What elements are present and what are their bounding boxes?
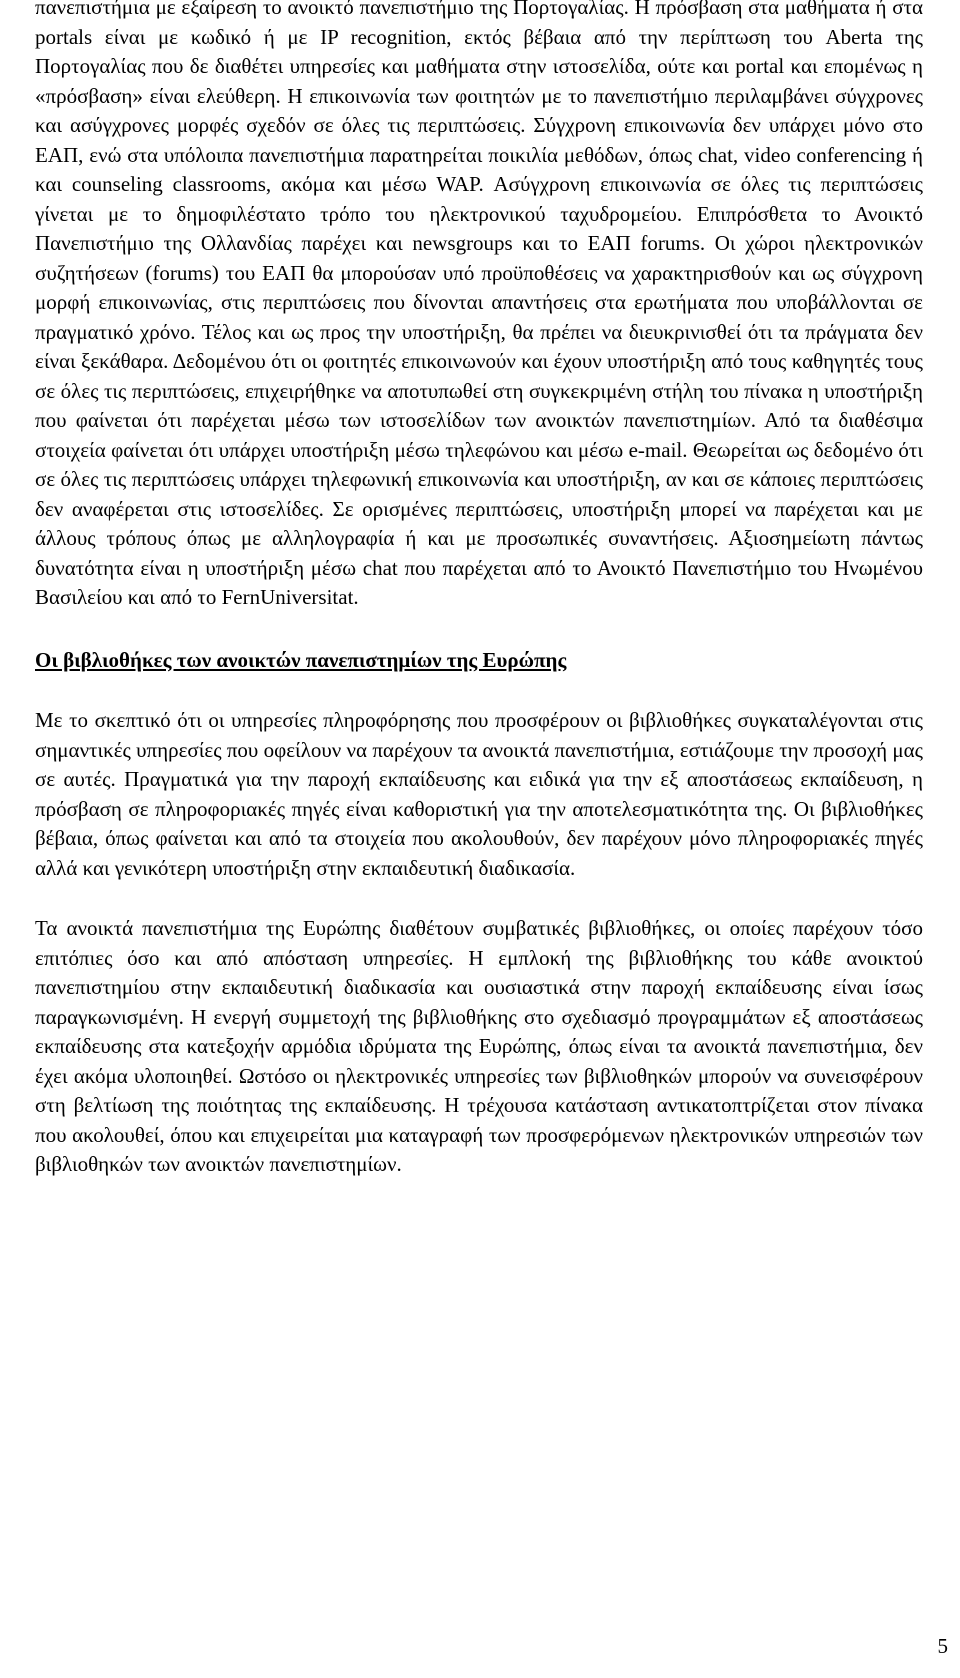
paragraph-open-universities-access: πανεπιστήμια με εξαίρεση το ανοικτό πανεπιστήμιο της Πορτογαλίας. Η πρόσβαση στα μαθήματα ή στα portals είναι με κωδικό ή με IP recognition, εκτός βέβαια από την περίπτωση του Aberta της Πορτογαλίας που δε διαθέτει υπηρεσίες και μαθήματα στην ιστοσελίδα, ούτε και portal και επομένως η «πρόσβαση» είναι ελεύθερη. Η επικοινωνία των φοιτητών με το πανεπιστήμιο περιλαμβάνει σύγχρονες και ασύγχρονες μορφές σχεδόν σε όλες τις περιπτώσεις. Σύγχρονη επικοινωνία δεν υπάρχει μόνο στο ΕΑΠ, ενώ στα υπόλοιπα πανεπιστήμια παρατηρείται ποικιλία μεθόδων, όπως chat, video conferencing ή και counseling classrooms, ακόμα και μέσω WAP. Ασύγχρονη επικοινωνία σε όλες τις περιπτώσεις γίνεται με το δημοφιλέστατο τρόπο του ηλεκτρονικού ταχυδρομείου. Επιπρόσθετα το Ανοικτό Πανεπιστήμιο της Ολλανδίας παρέχει και newsgroups και το ΕΑΠ forums. Οι χώροι ηλεκτρονικών συζητήσεων (forums) του ΕΑΠ θα μπορούσαν υπό προϋποθέσεις να χαρακτηρισθούν και ως σύγχρονη μορφή επικοινωνίας, στις περιπτώσεις που δίνονται απαντήσεις στα ερωτήματα που υποβάλλονται σε πραγματικό χρόνο. Τέλος και ως προς την υποστήριξη, θα πρέπει να διευκρινισθεί ότι τα πράγματα δεν είναι ξεκάθαρα. Δεδομένου ότι οι φοιτητές επικοινωνούν και έχουν υποστήριξη από τους καθηγητές τους σε όλες τις περιπτώσεις, επιχειρήθηκε να αποτυπωθεί στη συγκεκριμένη στήλη του πίνακα η υποστήριξη που φαίνεται ότι παρέχεται μέσω των ιστοσελίδων των ανοικτών πανεπιστημίων. Από τα διαθέσιμα στοιχεία φαίνεται ότι υπάρχει υποστήριξη μέσω τηλεφώνου και μέσω e-mail. Θεωρείται ως δεδομένο ότι σε όλες τις περιπτώσεις υπάρχει τηλεφωνική επικοινωνία και υποστήριξη, αν και σε κάποιες περιπτώσεις δεν αναφέρεται στις ιστοσελίδες. Σε ορισμένες περιπτώσεις, υποστήριξη μπορεί να παρέχεται και με άλλους τρόπους όπως με αλληλογραφία ή και με προσωπικές συναντήσεις. Αξιοσημείωτη πάντως δυνατότητα είναι η υποστήριξη μέσω chat που παρέχεται από το Ανοικτό Πανεπιστήμιο του Ηνωμένου Βασιλείου και από το FernUniversitat. xyxy=(35,0,923,609)
section-heading: Οι βιβλιοθήκες των ανοικτών πανεπιστημίων της Ευρώπης xyxy=(35,647,567,672)
page-number: 5 xyxy=(937,1634,948,1658)
paragraph-library-services: Με το σκεπτικό ότι οι υπηρεσίες πληροφόρησης που προσφέρουν οι βιβλιοθήκες συγκαταλέγονται στις σημαντικές υπηρεσίες που οφείλουν να παρέχουν τα ανοικτά πανεπιστήμια, εστιάζουμε την προσοχή μας σε αυτές. Πραγματικά για την παροχή εκπαίδευσης και ειδικά για την εξ αποστάσεως εκπαίδευση, η πρόσβαση σε πληροφοριακές πηγές είναι καθοριστική για την αποτελεσματικότητα της. Οι βιβλιοθήκες βέβαια, όπως φαίνεται και από τα στοιχεία που ακολουθούν, δεν παρέχουν μόνο πληροφοριακές πηγές αλλά και γενικότερη υποστήριξη στην εκπαιδευτική διαδικασία. xyxy=(35,708,923,880)
document-body xyxy=(35,0,923,1180)
paragraph-library-current-state: Τα ανοικτά πανεπιστήμια της Ευρώπης διαθέτουν συμβατικές βιβλιοθήκες, οι οποίες παρέχουν τόσο επιτόπιες όσο και από απόσταση υπηρεσίες. Η εμπλοκή της βιβλιοθήκης του κάθε ανοικτού πανεπιστημίου στην εκπαιδευτική διαδικασία και ουσιαστικά στην παροχή εκπαίδευσης είναι ίσως παραγκωνισμένη. Η ενεργή συμμετοχή της βιβλιοθήκης στο σχεδιασμό προγραμμάτων εξ αποστάσεως εκπαίδευσης στα κατεξοχήν αρμόδια ιδρύματα της Ευρώπης, όπως είναι τα ανοικτά πανεπιστήμια, δεν έχει ακόμα υλοποιηθεί. Ωστόσο οι ηλεκτρονικές υπηρεσίες των βιβλιοθηκών μπορούν να συνεισφέρουν στη βελτίωση της ποιότητας της εκπαίδευσης. Η τρέχουσα κατάσταση αντικατοπτρίζεται στον πίνακα που ακολουθεί, όπου και επιχειρείται μια καταγραφή των προσφερόμενων ηλεκτρονικών υπηρεσιών των βιβλιοθηκών των ανοικτών πανεπιστημίων. xyxy=(35,916,923,1176)
